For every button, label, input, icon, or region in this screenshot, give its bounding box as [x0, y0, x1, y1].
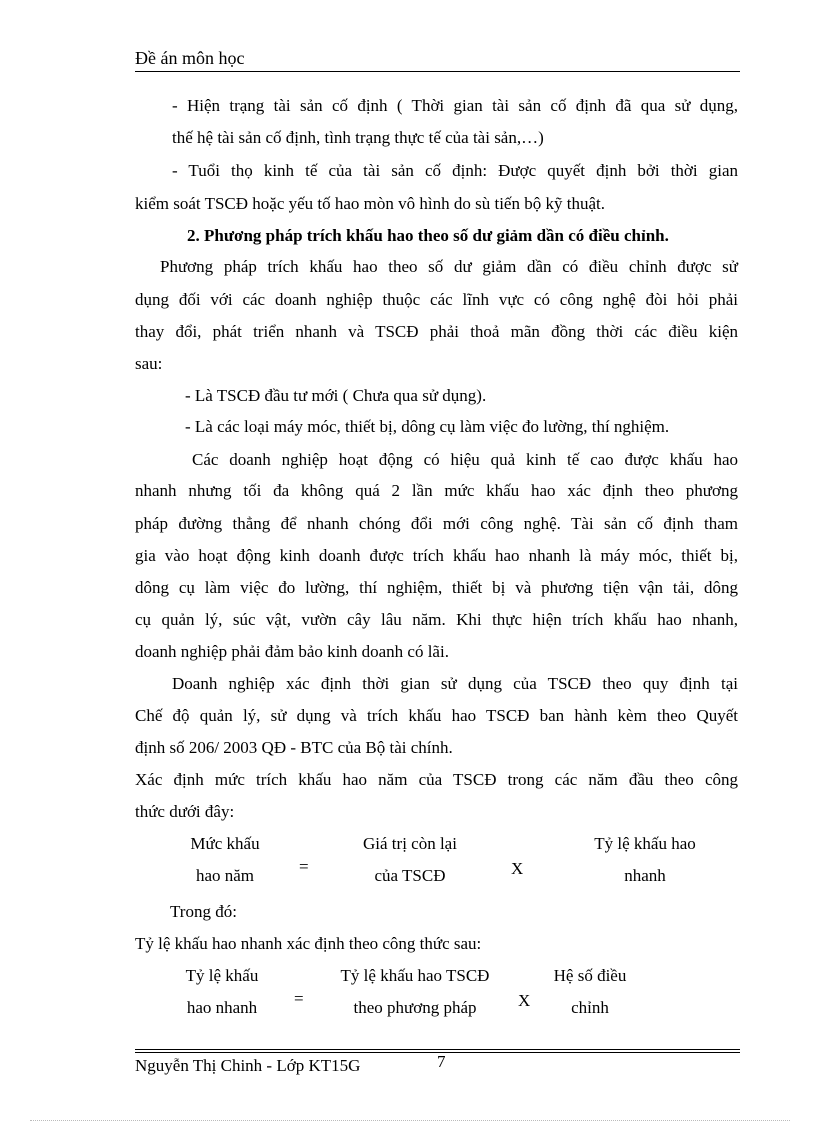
paragraph-line: gia vào hoạt động kinh doanh được trích khấu hao nhanh là máy móc, thiết bị,: [135, 546, 738, 565]
paragraph-line: pháp đường thẳng để nhanh chóng đổi mới công nghệ. Tài sản cố định tham: [135, 514, 738, 533]
paragraph-line: thay đổi, phát triển nhanh và TSCĐ phải thoả mãn đồng thời các điều kiện: [135, 322, 738, 341]
formula2-right-line2: chỉnh: [571, 998, 609, 1017]
paragraph-line: dụng đối với các doanh nghiệp thuộc các lĩnh vực có công nghệ đòi hỏi phải: [135, 290, 738, 309]
formula2-equals: =: [294, 989, 304, 1008]
formula1-middle-line1: Giá trị còn lại: [363, 834, 457, 853]
formula1-middle-line2: của TSCĐ: [374, 866, 446, 885]
paragraph-line: Các doanh nghiệp hoạt động có hiệu quả kinh tế cao được khấu hao: [192, 450, 738, 469]
paragraph-line: thức dưới đây:: [135, 802, 235, 821]
formula2-middle-line1: Tỷ lệ khấu hao TSCĐ: [340, 966, 490, 985]
page-header-title: Đề án môn học: [135, 48, 245, 68]
formula2-left-line2: hao nhanh: [186, 998, 258, 1017]
bullet-item: - Là các loại máy móc, thiết bị, dông cụ làm việc đo lường, thí nghiệm.: [185, 417, 670, 436]
formula1-left-line1: Mức khấu: [190, 834, 260, 853]
paragraph-line: Doanh nghiệp xác định thời gian sử dụng của TSCĐ theo quy định tại: [172, 674, 738, 693]
formula2-right-line1: Hệ số điều: [553, 966, 627, 985]
paragraph-line: nhanh nhưng tối đa không quá 2 lần mức khấu hao xác định theo phương: [135, 481, 738, 500]
paragraph-line: thế hệ tài sản cố định, tình trạng thực tế của tài sản,…): [172, 128, 544, 147]
footer-rule: [135, 1049, 740, 1050]
paragraph-line: Xác định mức trích khấu hao năm của TSCĐ trong các năm đầu theo công: [135, 770, 738, 789]
paragraph-line: - Tuổi thọ kinh tế của tài sản cố định: Được quyết định bởi thời gian: [172, 161, 738, 180]
paragraph-line: Phương pháp trích khấu hao theo số dư giảm dần có điều chỉnh được sử: [160, 257, 738, 276]
paragraph-line: Trong đó:: [170, 902, 237, 921]
section-heading: 2. Phương pháp trích khấu hao theo số dư giảm dần có điều chỉnh.: [187, 226, 669, 245]
formula2-multiply: X: [518, 991, 531, 1010]
paragraph-line: dông cụ làm việc đo lường, thí nghiệm, thiết bị và phương tiện vận tải, dông: [135, 578, 738, 597]
bullet-item: - Là TSCĐ đầu tư mới ( Chưa qua sử dụng).: [185, 386, 487, 405]
paragraph-line: kiểm soát TSCĐ hoặc yếu tố hao mòn vô hình do sù tiến bộ kỹ thuật.: [135, 194, 605, 213]
formula1-equals: =: [299, 857, 309, 876]
paragraph-line: doanh nghiệp phải đảm bảo kinh doanh có lãi.: [135, 642, 449, 661]
page-edge-dotted: [30, 1120, 790, 1121]
paragraph-line: định số 206/ 2003 QĐ - BTC của Bộ tài chính.: [135, 738, 453, 757]
paragraph-line: Tỷ lệ khấu hao nhanh xác định theo công thức sau:: [135, 934, 482, 953]
formula2-left-line1: Tỷ lệ khấu: [185, 966, 259, 985]
formula1-multiply: X: [511, 859, 524, 878]
header-rule: [135, 71, 740, 72]
paragraph-line: cụ quản lý, súc vật, vườn cây lâu năm. Khi thực hiện trích khấu hao nhanh,: [135, 610, 738, 629]
footer-author: Nguyễn Thị Chinh - Lớp KT15G: [135, 1056, 361, 1075]
paragraph-line: Chế độ quản lý, sử dụng và trích khấu hao TSCĐ ban hành kèm theo Quyết: [135, 706, 738, 725]
formula2-middle-line2: theo phương pháp: [353, 998, 477, 1017]
formula1-right-line2: nhanh: [624, 866, 666, 885]
formula1-left-line2: hao năm: [195, 866, 255, 885]
page-number: 7: [437, 1052, 446, 1071]
formula1-right-line1: Tỷ lệ khấu hao: [594, 834, 696, 853]
paragraph-line: - Hiện trạng tài sản cố định ( Thời gian tài sản cố định đã qua sử dụng,: [172, 96, 738, 115]
paragraph-line: sau:: [135, 354, 163, 373]
